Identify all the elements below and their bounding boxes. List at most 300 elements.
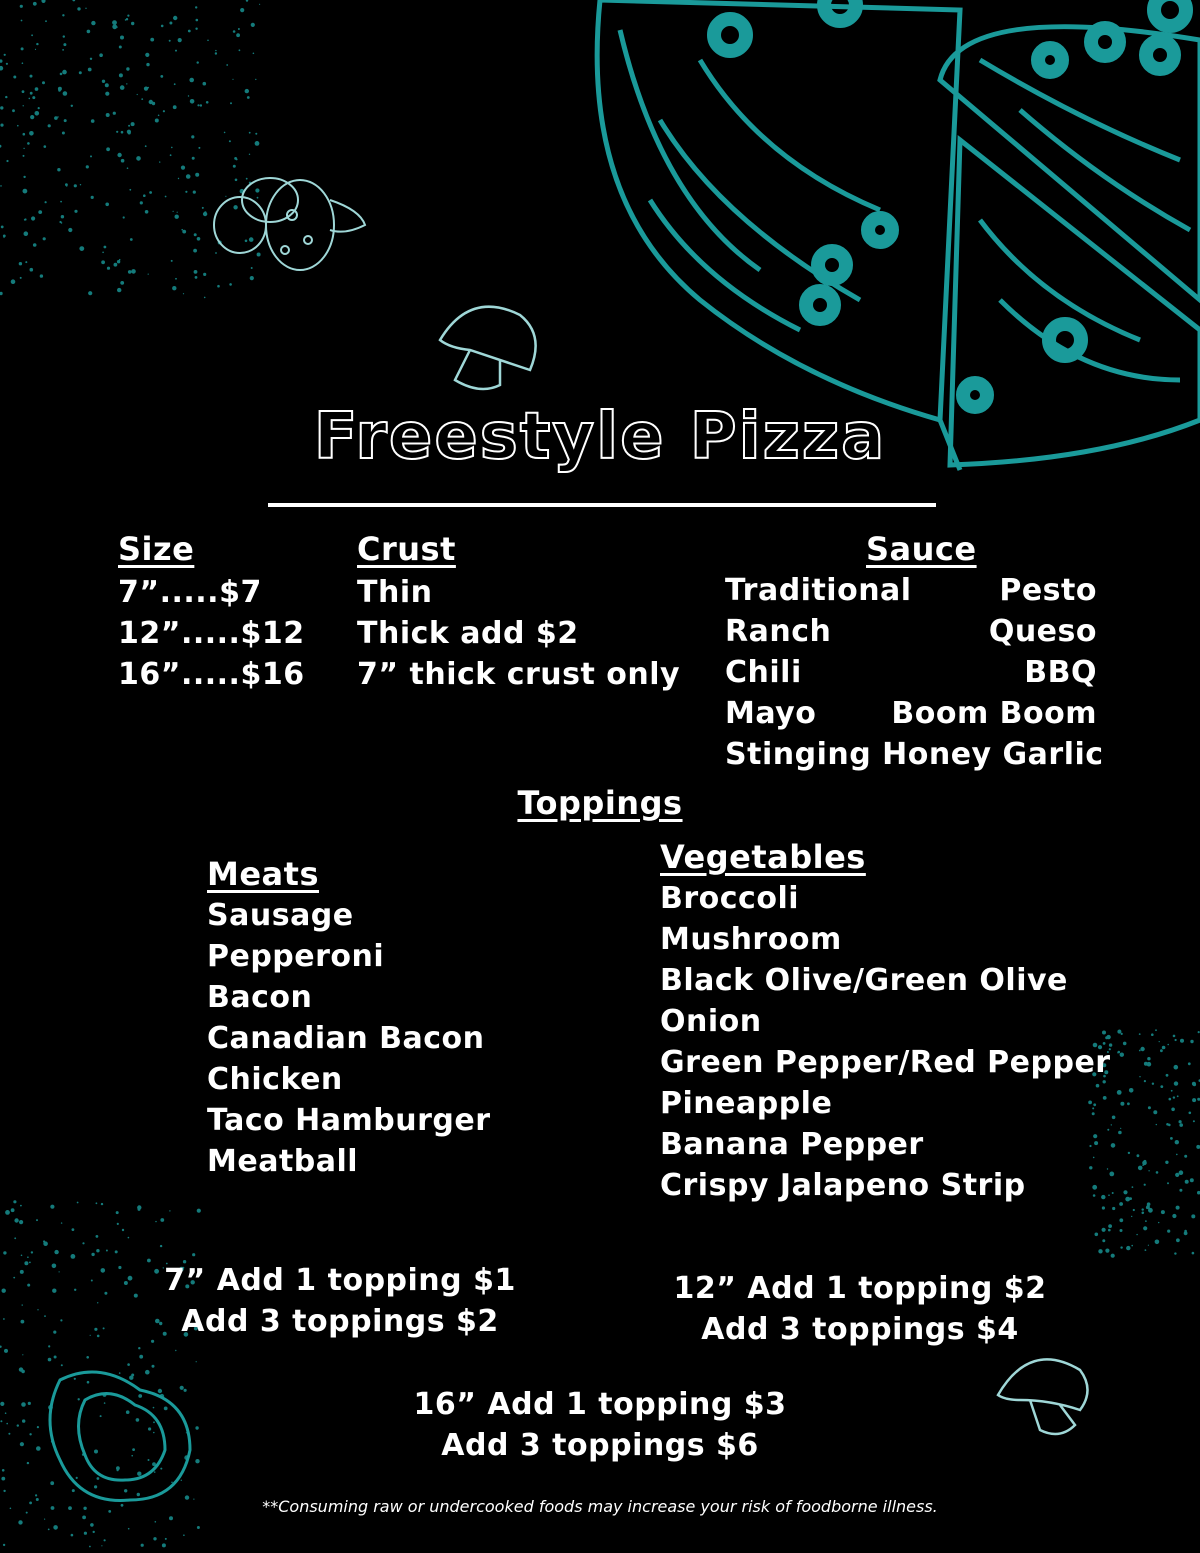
speckle-dot: [22, 90, 25, 93]
speckle-dot: [23, 155, 25, 157]
speckle-dot: [77, 1202, 79, 1204]
speckle-dot: [184, 1389, 187, 1392]
speckle-dot: [19, 262, 22, 265]
speckle-dot: [63, 91, 68, 96]
speckle-dot: [107, 267, 110, 270]
speckle-dot: [215, 52, 217, 54]
speckle-dot: [1117, 1090, 1122, 1095]
sauce-row: [725, 693, 1097, 734]
speckle-dot: [169, 1516, 173, 1520]
speckle-dot: [13, 76, 16, 79]
speckle-dot: [249, 132, 251, 134]
speckle-dot: [127, 15, 129, 17]
speckle-dot: [225, 196, 226, 197]
speckle-dot: [0, 1402, 4, 1406]
speckle-dot: [22, 1419, 25, 1422]
speckle-dot: [145, 1370, 150, 1375]
speckle-dot: [28, 1402, 31, 1405]
size-item: 12”.....$12: [118, 616, 305, 651]
speckle-dot: [192, 1253, 195, 1256]
speckle-dot: [27, 142, 30, 145]
speckle-dot: [1193, 1120, 1195, 1122]
speckle-dot: [1, 226, 4, 229]
speckle-dot: [3, 235, 6, 238]
speckle-dot: [177, 212, 178, 213]
speckle-dot: [1140, 1047, 1144, 1051]
speckle-dot: [32, 96, 35, 99]
speckle-dot: [153, 1407, 155, 1409]
speckle-dot: [114, 263, 118, 267]
speckle-dot: [38, 107, 40, 109]
speckle-dot: [121, 159, 125, 163]
speckle-dot: [106, 113, 110, 117]
speckle-dot: [50, 1481, 54, 1485]
price-line: Add 3 toppings $2: [181, 1304, 499, 1339]
speckle-dot: [1108, 1224, 1112, 1228]
speckle-dot: [232, 79, 233, 80]
speckle-dot: [71, 1534, 74, 1537]
speckle-dot: [139, 1355, 143, 1359]
sauce-item: Traditional: [725, 573, 912, 608]
speckle-dot: [29, 1262, 31, 1264]
speckle-dot: [160, 75, 163, 78]
speckle-dot: [250, 276, 254, 280]
speckle-dot: [197, 237, 201, 241]
speckle-dot: [44, 1315, 46, 1317]
speckle-dot: [101, 1203, 103, 1205]
speckle-dot: [233, 205, 237, 209]
speckle-dot: [1142, 1164, 1144, 1166]
speckle-dot: [41, 0, 45, 3]
speckle-dot: [35, 111, 40, 116]
title-divider: [268, 503, 936, 507]
speckle-dot: [1193, 1083, 1196, 1086]
speckle-dot: [165, 1538, 167, 1540]
speckle-dot: [1189, 1112, 1192, 1115]
speckle-dot: [72, 1489, 75, 1492]
speckle-dot: [1156, 1171, 1159, 1174]
speckle-dot: [43, 1241, 48, 1246]
speckle-dot: [96, 1235, 99, 1238]
speckle-dot: [119, 73, 123, 77]
speckle-dot: [158, 1389, 162, 1393]
speckle-dot: [21, 1402, 26, 1407]
speckle-dot: [202, 207, 204, 209]
speckle-dot: [54, 1356, 57, 1359]
speckle-dot: [255, 79, 256, 80]
speckle-dot: [200, 104, 202, 106]
speckle-dot: [1162, 1046, 1166, 1050]
speckle-dot: [120, 281, 124, 285]
menu-title: Freestyle Pizza: [313, 400, 887, 474]
speckle-dot: [44, 1519, 45, 1520]
speckle-dot: [1158, 1222, 1159, 1223]
speckle-dot: [87, 1381, 90, 1384]
speckle-dot: [1179, 1123, 1183, 1127]
speckle-dot: [93, 1531, 95, 1533]
speckle-dot: [115, 1250, 118, 1253]
speckle-dot: [195, 6, 197, 8]
speckle-dot: [175, 50, 177, 52]
speckle-dot: [113, 112, 116, 115]
speckle-dot: [14, 1237, 16, 1239]
speckle-dot: [1172, 1214, 1176, 1218]
speckle-dot: [1174, 1252, 1176, 1254]
speckle-dot: [22, 1304, 23, 1305]
speckle-dot: [82, 1516, 86, 1520]
speckle-dot: [4, 54, 6, 56]
speckle-dot: [175, 1350, 176, 1351]
speckle-dot: [17, 1424, 19, 1426]
speckle-dot: [164, 1407, 168, 1411]
speckle-dot: [153, 1421, 155, 1423]
speckle-dot: [3, 1251, 6, 1254]
speckle-dot: [72, 1228, 75, 1231]
speckle-dot: [245, 89, 249, 93]
speckle-dot: [183, 1534, 185, 1536]
speckle-dot: [105, 203, 109, 207]
speckle-dot: [1180, 1039, 1184, 1043]
speckle-dot: [163, 110, 165, 112]
speckle-dot: [78, 1398, 80, 1400]
speckle-dot: [1151, 1033, 1154, 1036]
speckle-dot: [33, 243, 37, 247]
vegetables-section: [660, 838, 1111, 1206]
speckle-dot: [203, 82, 207, 86]
speckle-dot: [71, 1254, 76, 1259]
speckle-dot: [5, 1210, 10, 1215]
sauce-row: [725, 611, 1097, 652]
speckle-dot: [1176, 1238, 1180, 1242]
speckle-dot: [20, 1442, 24, 1446]
speckle-dot: [1167, 1182, 1169, 1184]
speckle-dot: [255, 133, 257, 135]
speckle-dot: [62, 70, 67, 75]
speckle-dot: [61, 1222, 62, 1223]
speckle-dot: [63, 35, 65, 37]
speckle-dot: [249, 237, 254, 242]
speckle-dot: [22, 62, 24, 64]
speckle-dot: [106, 1250, 108, 1252]
speckle-dot: [1133, 1209, 1135, 1211]
speckle-dot: [1121, 1033, 1123, 1035]
speckle-dot: [105, 83, 109, 87]
speckle-dot: [1185, 1180, 1189, 1184]
speckle-dot: [215, 50, 216, 51]
speckle-dot: [185, 191, 187, 193]
speckle-dot: [45, 20, 47, 22]
speckle-dot: [257, 253, 261, 257]
speckle-dot: [97, 1335, 100, 1338]
speckle-dot: [171, 1482, 173, 1484]
speckle-dot: [48, 124, 51, 127]
speckle-dot: [173, 105, 177, 109]
price-line: 12” Add 1 topping $2: [673, 1271, 1047, 1306]
speckle-dot: [22, 1354, 23, 1355]
sauce-item: Ranch: [725, 614, 832, 649]
speckle-dot: [131, 269, 136, 274]
speckle-dot: [45, 201, 47, 203]
speckle-dot: [1131, 1216, 1132, 1217]
speckle-dot: [6, 63, 8, 65]
sauce-item: Queso: [988, 614, 1097, 649]
speckle-dot: [128, 131, 131, 134]
speckle-dot: [1123, 1190, 1127, 1194]
speckle-dot: [43, 237, 46, 240]
speckle-dot: [173, 211, 174, 212]
speckle-dot: [124, 1489, 127, 1492]
food-safety-disclaimer: **Consuming raw or undercooked foods may increase your risk of foodborne illness.: [262, 1497, 938, 1516]
speckle-dot: [224, 132, 226, 134]
speckle-dot: [1156, 1124, 1157, 1125]
speckle-dot: [117, 260, 120, 263]
speckle-dot: [96, 1249, 99, 1252]
speckle-dot: [52, 1289, 56, 1293]
speckle-dot: [30, 268, 34, 272]
meat-item: Meatball: [207, 1144, 359, 1179]
speckle-dot: [94, 1450, 98, 1454]
speckle-dot: [31, 1251, 33, 1253]
speckle-dot: [1173, 1096, 1175, 1098]
speckle-dot: [27, 1256, 29, 1258]
speckle-dot: [117, 288, 121, 292]
speckle-dot: [126, 67, 129, 70]
speckle-dot: [1167, 1230, 1170, 1233]
speckle-dot: [189, 78, 194, 83]
speckle-dot: [0, 292, 3, 295]
speckle-dot: [257, 197, 259, 199]
speckle-dot: [102, 80, 105, 83]
speckle-dot: [149, 100, 153, 104]
speckle-dot: [117, 1469, 119, 1471]
speckle-dot: [14, 1218, 18, 1222]
speckle-dot: [1177, 1095, 1179, 1097]
speckle-dot: [207, 40, 209, 42]
speckle-dot: [36, 1446, 41, 1451]
speckle-dot: [160, 1218, 164, 1222]
speckle-dot: [1119, 1202, 1123, 1206]
speckle-dot: [60, 73, 63, 76]
speckle-dot: [1112, 1207, 1115, 1210]
speckle-dot: [1143, 1160, 1146, 1163]
speckle-dot: [103, 1327, 105, 1329]
speckle-dot: [126, 1410, 130, 1414]
speckle-dot: [198, 147, 200, 149]
speckle-dot: [1155, 1029, 1157, 1031]
speckle-dot: [104, 246, 107, 249]
speckle-dot: [1111, 1254, 1115, 1258]
speckle-dot: [1137, 1154, 1140, 1157]
speckle-dot: [1148, 1170, 1149, 1171]
speckle-dot: [27, 1284, 30, 1287]
speckle-dot: [196, 19, 199, 22]
speckle-dot: [112, 24, 117, 29]
speckle-dot: [194, 233, 197, 236]
speckle-dot: [191, 135, 194, 138]
speckle-dot: [195, 28, 197, 30]
speckle-dot: [150, 38, 154, 42]
speckle-dot: [146, 63, 149, 66]
speckle-dot: [104, 1402, 106, 1404]
speckle-dot: [192, 157, 195, 160]
speckle-dot: [1102, 1206, 1105, 1209]
vegetable-item: Banana Pepper: [660, 1127, 924, 1162]
speckle-dot: [112, 20, 117, 25]
vegetable-item: Pineapple: [660, 1086, 833, 1121]
speckle-dot: [1138, 1166, 1143, 1171]
topping-price-16-inch: [400, 1384, 800, 1466]
crust-item: 7” thick crust only: [357, 657, 681, 692]
speckle-dot: [48, 1345, 50, 1347]
speckle-dot: [1120, 1246, 1122, 1248]
speckle-dot: [3, 237, 4, 238]
speckle-dot: [1119, 1218, 1123, 1222]
speckle-dot: [23, 189, 28, 194]
speckle-dot: [217, 285, 220, 288]
speckle-dot: [0, 59, 3, 62]
speckle-dot: [171, 260, 173, 262]
speckle-dot: [20, 1205, 22, 1207]
speckle-dot: [1118, 1051, 1121, 1054]
speckle-dot: [68, 228, 72, 232]
speckle-dot: [154, 1471, 156, 1473]
speckle-dot: [1161, 1210, 1165, 1214]
speckle-dot: [1123, 1042, 1127, 1046]
speckle-dot: [128, 1276, 133, 1281]
speckle-dot: [253, 53, 255, 55]
price-line: Add 3 toppings $4: [701, 1312, 1019, 1347]
speckle-dot: [1190, 1178, 1194, 1182]
speckle-dot: [1145, 1220, 1147, 1222]
speckle-dot: [42, 81, 45, 84]
speckle-dot: [90, 155, 92, 157]
speckle-dot: [33, 2, 37, 6]
speckle-dot: [61, 215, 64, 218]
speckle-dot: [0, 66, 3, 71]
speckle-dot: [155, 119, 159, 123]
speckle-dot: [1139, 1076, 1140, 1077]
vegetable-item: Onion: [660, 1004, 762, 1039]
speckle-dot: [29, 98, 31, 100]
speckle-dot: [104, 1539, 106, 1541]
speckle-dot: [128, 1237, 130, 1239]
speckle-dot: [87, 30, 91, 34]
speckle-dot: [53, 1525, 58, 1530]
speckle-dot: [1132, 1186, 1134, 1188]
speckle-dot: [235, 179, 238, 182]
speckle-dot: [180, 1386, 184, 1390]
speckle-dot: [117, 1223, 119, 1225]
speckle-dot: [35, 87, 39, 91]
speckle-dot: [255, 141, 260, 146]
meat-item: Chicken: [207, 1062, 343, 1097]
speckle-dot: [48, 1529, 50, 1531]
speckle-dot: [1173, 1035, 1176, 1038]
speckle-dot: [100, 1415, 102, 1417]
speckle-dot: [197, 1526, 200, 1529]
sauce-item: Stinging Honey Garlic: [725, 737, 1104, 772]
speckle-dot: [1118, 1131, 1122, 1135]
speckle-dot: [6, 1423, 8, 1425]
speckle-dot: [195, 1459, 199, 1463]
speckle-dot: [1139, 1050, 1141, 1052]
speckle-dot: [197, 104, 199, 106]
speckle-dot: [175, 278, 177, 280]
speckle-dot: [1139, 1033, 1141, 1035]
speckle-dot: [24, 1261, 28, 1265]
speckle-dot: [85, 8, 86, 9]
speckle-dot: [99, 53, 103, 57]
speckle-dot: [3, 1544, 5, 1546]
speckle-dot: [140, 201, 143, 204]
speckle-dot: [23, 133, 26, 136]
speckle-dot: [161, 25, 164, 28]
speckle-dot: [246, 178, 248, 180]
speckle-dot: [1179, 1189, 1182, 1192]
speckle-dot: [1126, 1246, 1130, 1250]
speckle-dot: [1171, 1108, 1175, 1112]
speckle-dot: [255, 188, 259, 192]
speckle-dot: [44, 145, 47, 148]
speckle-dot: [76, 1477, 78, 1479]
crust-section: [357, 530, 680, 695]
speckle-dot: [37, 1309, 38, 1310]
speckle-dot: [2, 1469, 5, 1472]
speckle-dot: [143, 194, 146, 197]
speckle-dot: [101, 260, 105, 264]
sauce-list: [725, 570, 1104, 775]
speckle-dot: [3, 1318, 5, 1320]
toppings-header-text: Toppings: [517, 784, 683, 822]
speckle-dot: [162, 1543, 166, 1547]
meats-header: Meats: [207, 855, 319, 893]
speckle-dot: [0, 1420, 2, 1422]
speckle-dot: [206, 101, 209, 104]
speckle-dot: [119, 46, 122, 49]
speckle-dot: [64, 119, 67, 122]
speckle-dot: [52, 1264, 57, 1269]
speckle-dot: [183, 293, 184, 294]
meat-item: Bacon: [207, 980, 313, 1015]
speckle-dot: [63, 43, 66, 46]
speckle-dot: [1175, 1039, 1177, 1041]
speckle-dot: [62, 49, 64, 51]
speckle-dot: [136, 156, 141, 161]
speckle-dot: [153, 1537, 156, 1540]
speckle-dot: [203, 212, 207, 216]
speckle-dot: [160, 1468, 162, 1470]
speckle-dot: [12, 109, 15, 112]
sauce-item: BBQ: [1024, 655, 1097, 690]
speckle-dot: [229, 283, 232, 286]
speckle-dot: [36, 43, 38, 45]
speckle-dot: [1128, 1152, 1130, 1154]
speckle-dot: [1167, 1044, 1169, 1046]
speckle-dot: [251, 23, 255, 27]
speckle-dot: [24, 218, 26, 220]
topping-price-7-inch: [140, 1260, 540, 1342]
speckle-dot: [236, 33, 240, 37]
speckle-dot: [1159, 1041, 1160, 1042]
speckle-dot: [169, 40, 171, 42]
speckle-dot: [106, 147, 110, 151]
speckle-dot: [0, 106, 3, 109]
speckle-dot: [61, 1364, 63, 1366]
speckle-dot: [79, 71, 82, 74]
speckle-dot: [1192, 1252, 1195, 1255]
speckle-dot: [188, 30, 191, 33]
speckle-dot: [1146, 1206, 1149, 1209]
